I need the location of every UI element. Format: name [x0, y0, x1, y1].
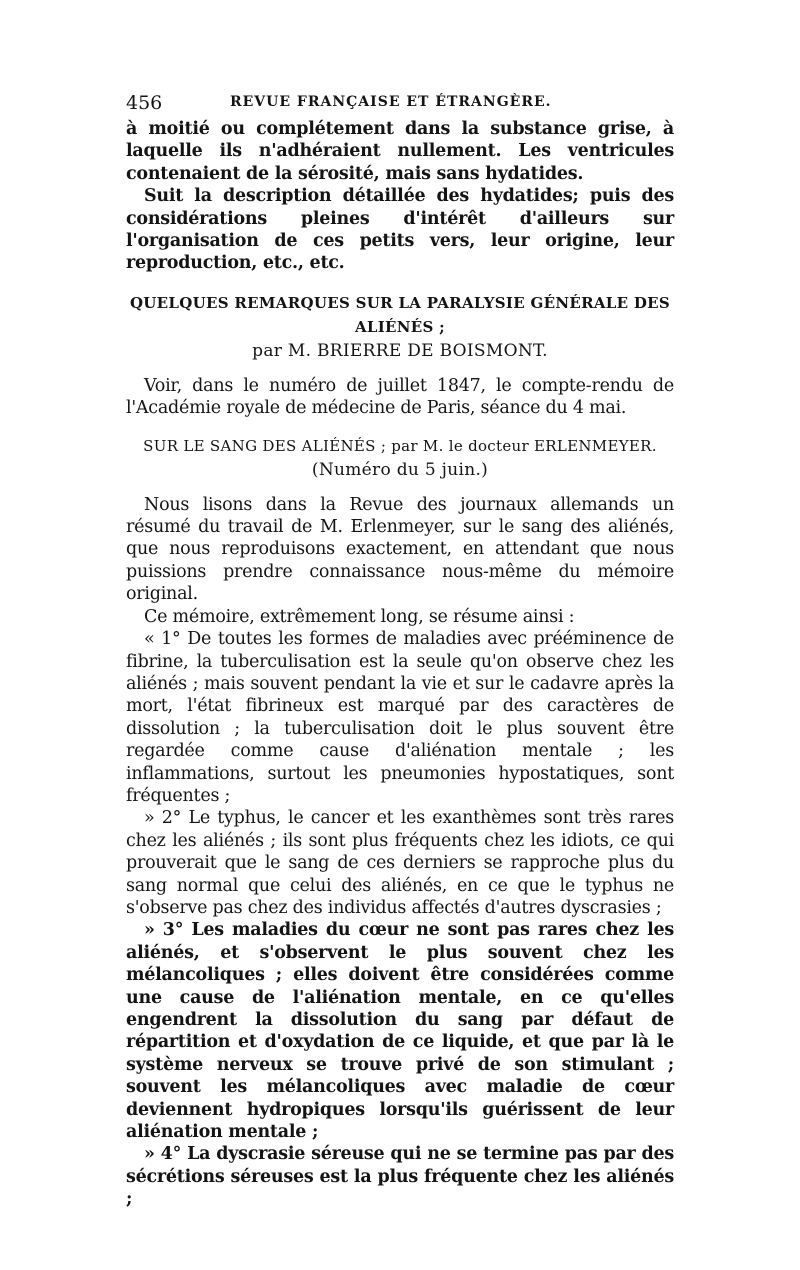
section-2-item-3: » 3° Les maladies du cœur ne sont pas rares chez les aliénés, et s'observent le plus souvent chez les mélancoliques ; elles doivent être considérées comme une cause de l'aliénation mentale, en ce qu'elles engendrent la dissolution du sang par défaut de répartition et d'oxydation de ce liquide, et que par là le système nerveux se trouve privé de son stimulant ; souvent les mélancoliques avec maladie de cœur deviennent hydropiques lorsqu'ils guérissent de leur aliénation mentale ;: [126, 920, 674, 1143]
section-2-subtitle: (Numéro du 5 juin.): [311, 459, 489, 480]
section-2-item-2: » 2° Le typhus, le cancer et les exanthèmes sont très rares chez les aliénés ; ils sont plus fréquents chez les idiots, ce qui prouverait que le sang de ces derniers se rapproche plus du sang normal que celui des aliénés, en ce que le typhus ne s'observe pas chez des individus affectés d'autres dyscrasies ;: [126, 808, 674, 918]
intro-paragraph-2: Suit la description détaillée des hydatides; puis des considérations pleines d'intérêt d'ailleurs sur l'organisation de ces petits vers, leur origine, leur reproduction, etc., etc.: [126, 186, 674, 274]
section-1-author: par M. BRIERRE DE BOISMONT.: [252, 340, 548, 361]
document-page: [126, 88, 674, 1211]
section-2-title: SUR LE SANG DES ALIÉNÉS ; par M. le docteur ERLENMEYER.: [143, 436, 657, 455]
section-2-paragraph-1: Nous lisons dans la Revue des journaux allemands un résumé du travail de M. Erlenmeyer, sur le sang des aliénés, que nous reproduisons exactement, en attendant que nous puissions prendre connaissance nous-même du mémoire original.: [126, 494, 674, 605]
page-header: [126, 88, 674, 118]
section-1-body: Voir, dans le numéro de juillet 1847, le compte-rendu de l'Académie royale de médecine de Paris, séance du 4 mai.: [126, 375, 674, 419]
section-2-item-4: » 4° La dyscrasie séreuse qui ne se termine pas par des sécrétions séreuses est la plus fréquente chez les aliénés ;: [126, 1144, 674, 1210]
page-number: 456: [126, 92, 163, 114]
section-1-heading: [126, 291, 674, 363]
intro-paragraph-1: à moitié ou complétement dans la substance grise, à laquelle ils n'adhéraient nullement. Les ventricules contenaient de la sérosité, mais sans hydatides.: [126, 119, 674, 184]
section-2-paragraph-2: Ce mémoire, extrêmement long, se résume ainsi :: [144, 606, 575, 627]
section-2-item-1: « 1° De toutes les formes de maladies avec prééminence de fibrine, la tuberculisation est la seule qu'on observe chez les aliénés ; mais souvent pendant la vie et sur le cadavre après la mort, l'état fibrineux est marqué par des caractères de dissolution ; la tuberculisation doit le plus souvent être regardée comme cause d'aliénation mentale ; les inflammations, surtout les pneumonies hypostatiques, sont fréquentes ;: [126, 629, 674, 806]
section-2-heading: [126, 434, 674, 482]
running-title: REVUE FRANÇAISE ET ÉTRANGÈRE.: [230, 94, 552, 110]
section-1-title: QUELQUES REMARQUES SUR LA PARALYSIE GÉNÉRALE DES ALIÉNÉS ;: [129, 293, 671, 336]
